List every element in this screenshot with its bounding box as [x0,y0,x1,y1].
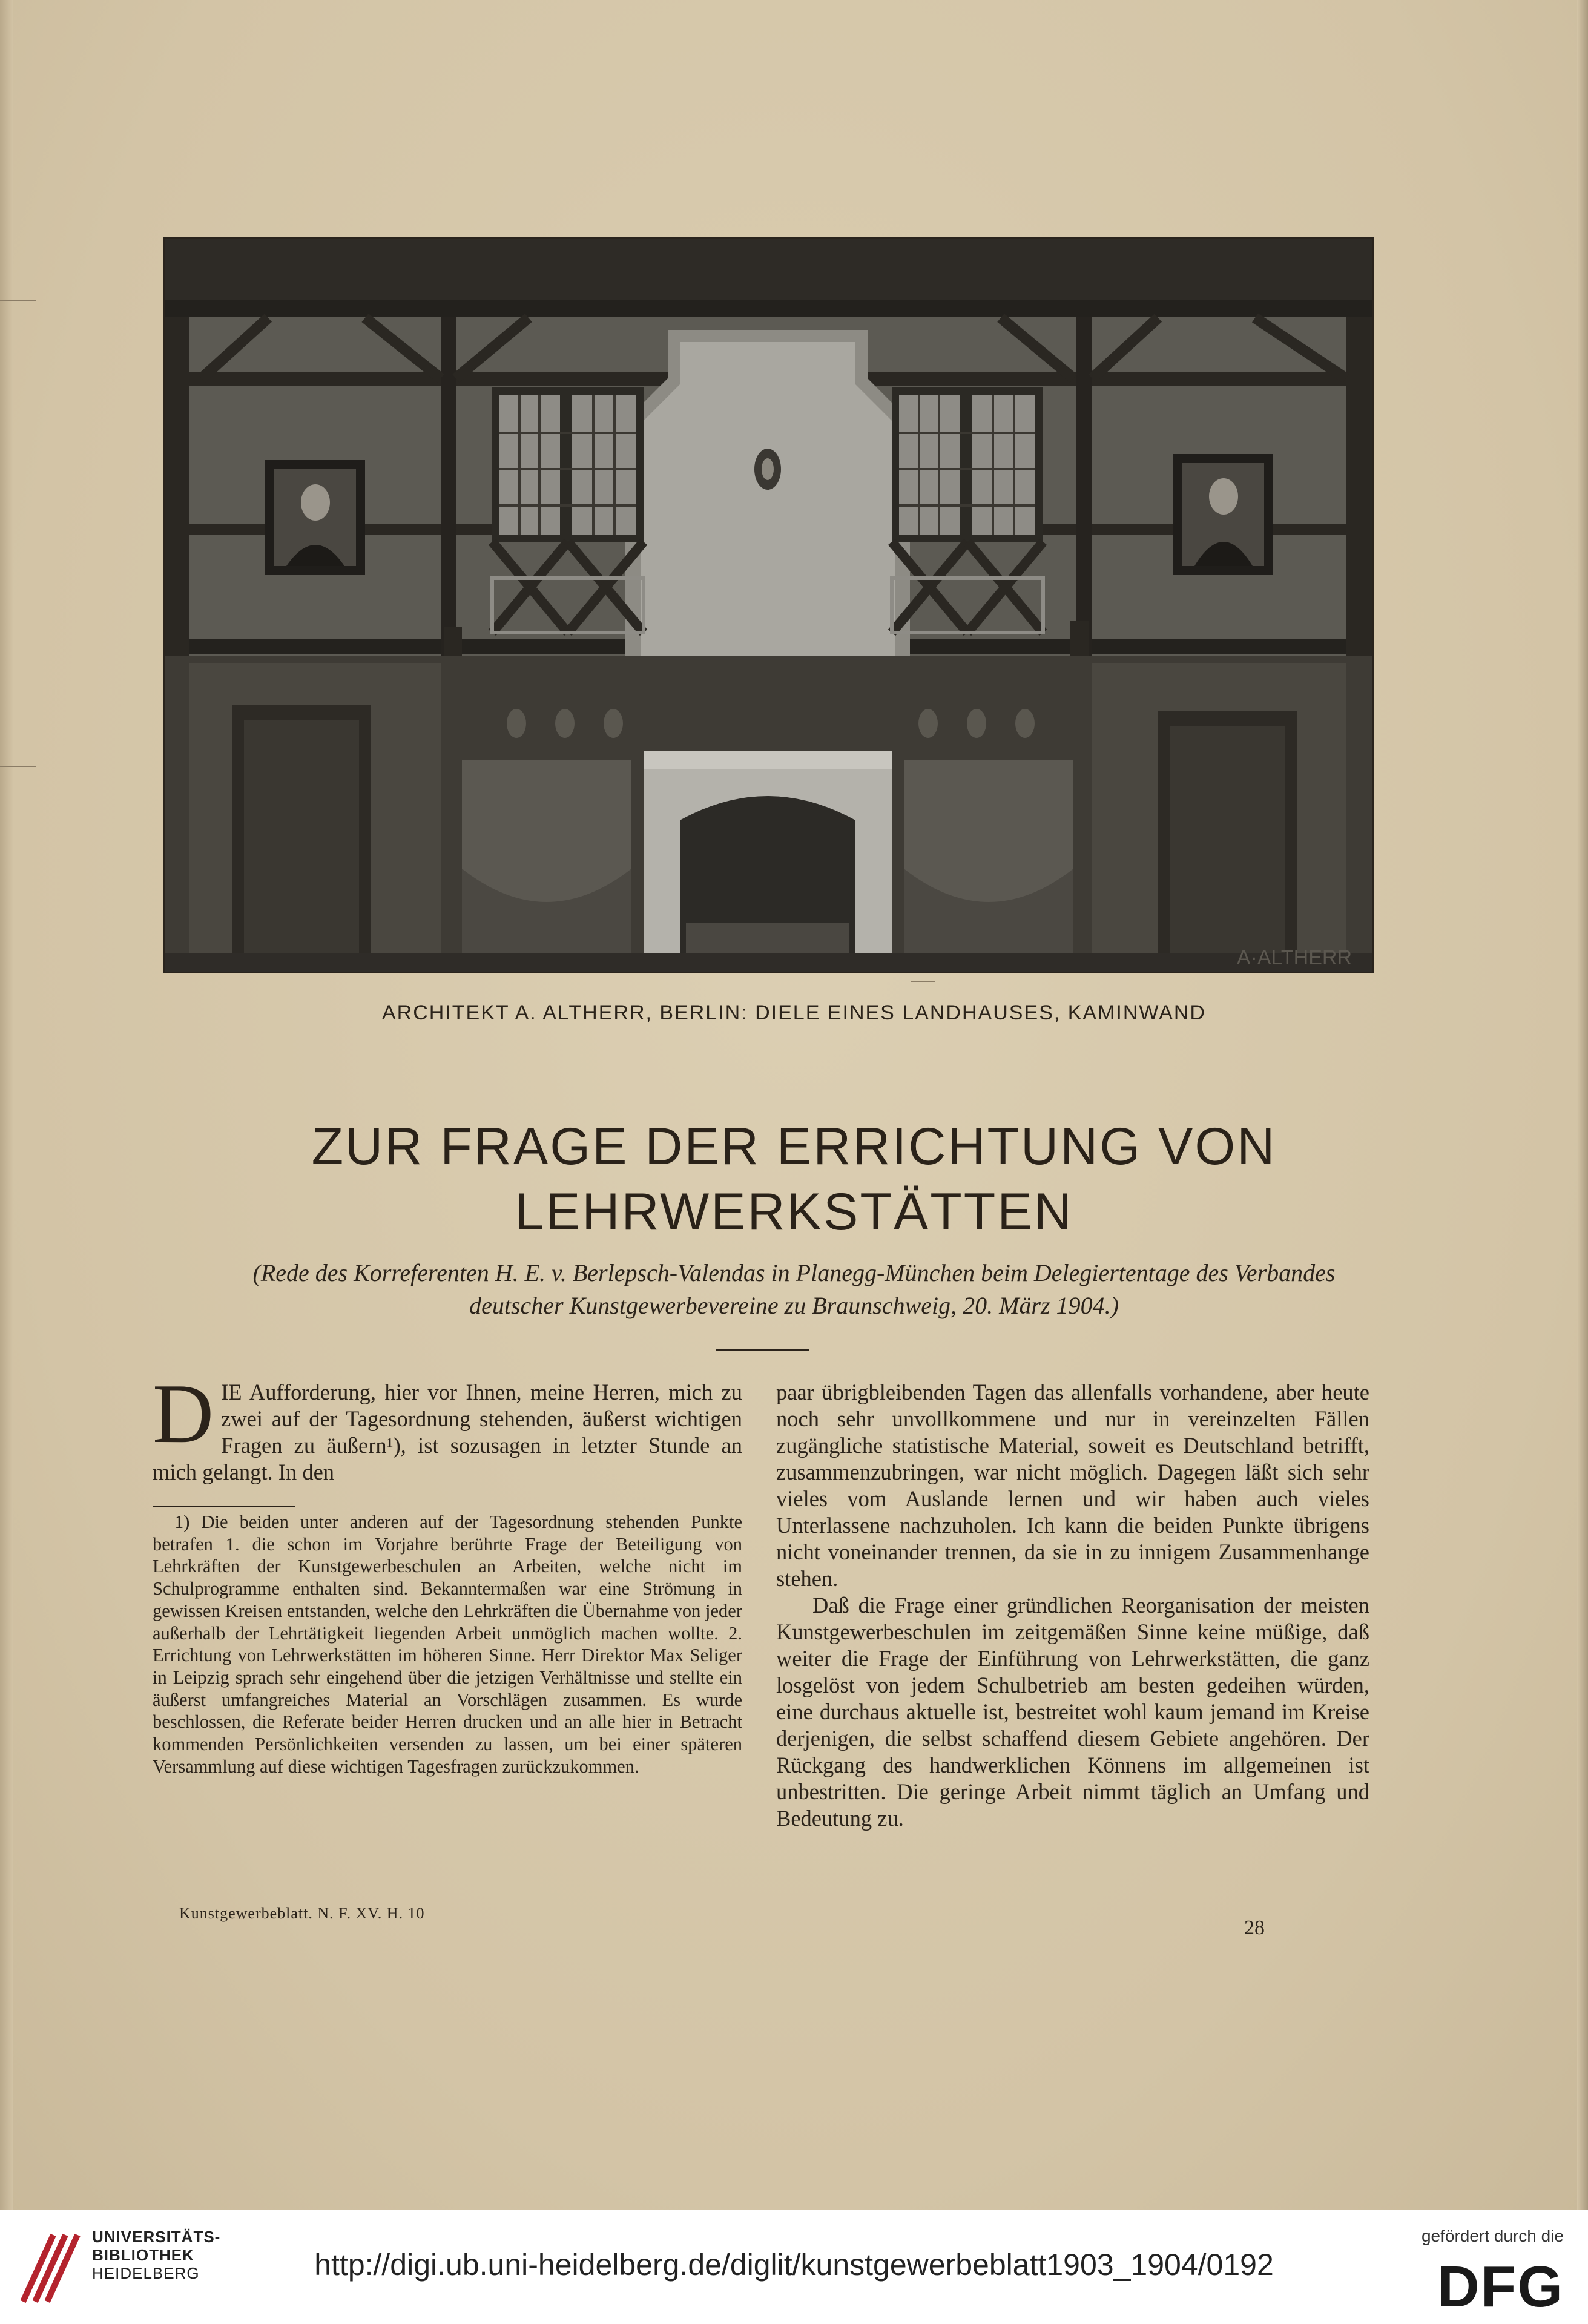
page-edge-right [1577,0,1588,2210]
right-window [892,387,1043,542]
page-edge-left [0,0,13,2210]
library-name-line1: UNIVERSITÄTS- [92,2228,221,2246]
left-window [492,387,644,542]
journal-signature: Kunstgewerbeblatt. N. F. XV. H. 10 [179,1904,425,1922]
portrait-right [1173,454,1273,575]
right-column [776,1379,1369,1832]
fireplace [644,751,892,972]
paragraph: paar übrigbleibenden Tagen das allenfalls vorhandene, aber heute noch sehr unvollkommene und nur in vereinzelten Fällen zugängliche statistische Material, soweit es Deutschland betrifft, zusammenzubringen, war nicht möglich. Dagegen läßt sich sehr vieles vom Auslande lernen und wir haben auch vieles Unterlassene nachzuholen. Ich kann die beiden Punkte übrigens nicht voneinander trennen, da sie in zu innigem Zusammenhange stehen. [776,1380,1369,1591]
article-title-line2: LEHRWERKSTÄTTEN [515,1183,1073,1241]
scan-mark [0,766,36,767]
footnote-text: 1) Die beiden unter anderen auf der Tagesordnung stehenden Punkte betrafen 1. die schon im Vorjahre berührte Frage der Beteiligung von Lehrkräften der Kunstgewerbeschulen an Arbeiten, welche nicht im Schulprogramme enthalten sind. Bekanntermaßen war eine Strömung in gewissen Kreisen entstanden, welche den Lehrkräften die Übernahme von jeder außerhalb der Lehrtätigkeit liegenden Arbeit unmöglich machen wollte. 2. Errichtung von Lehrwerkstätten im höheren Sinne. Herr Direktor Max Seliger in Leipzig sprach sehr eingehend über die jetzigen Verhältnisse und stellte ein äußerst umfangreiches Material an Vorschlägen zusammen. Es wurde beschlossen, die Referate beider Herren drucken und an alle hier in Betracht kommenden Persönlichkeiten versenden zu lassen, um bei einer späteren Versammlung auf diese wichtigen Tagesfragen zurückzukommen. [153,1512,742,1777]
article-subtitle-line1: (Rede des Korreferenten H. E. v. Berlepsch-Valendas in Planegg-München beim Delegiertentage des Verbandes [252,1259,1336,1286]
figure-caption: ARCHITEKT A. ALTHERR, BERLIN: DIELE EINES LANDHAUSES, KAMINWAND [382,1001,1206,1024]
library-name-line2: BIBLIOTHEK [92,2246,194,2264]
portrait-left [265,460,365,575]
article-title-line1: ZUR FRAGE DER ERRICHTUNG VON [311,1118,1277,1176]
plate-signature: A·ALTHERR [1236,946,1352,969]
opening-text: IE Aufforderung, hier vor Ihnen, meine Herren, mich zu zwei auf der Tagesordnung stehenden, äußerst wichtigen Fragen zu äußern¹), ist sozusagen in letzter Stunde an mich gelangt. In den [153,1380,742,1484]
page-number: 28 [1244,1917,1265,1939]
footnote-rule [153,1506,295,1507]
dfg-logo: DFG [1437,2254,1564,2319]
funding-label: gefördert durch die [1421,2227,1564,2245]
hall-fireplace-illustration [165,239,1372,972]
title-divider [716,1349,809,1351]
drop-cap: D [153,1367,214,1461]
illustration-plate [163,237,1374,973]
scan-mark [0,300,36,301]
library-name-line3: HEIDELBERG [92,2264,200,2282]
scan-mark [911,981,935,982]
source-url-link[interactable]: http://digi.ub.uni-heidelberg.de/diglit/kunstgewerbeblatt1903_1904/0192 [314,2248,1274,2282]
paragraph: Daß die Frage einer gründlichen Reorganisation der meisten Kunstgewerbeschulen im zeitgemäßen Sinne keine müßige, daß weiter die Frage der Einführung von Lehrwerkstätten, die ganz losgelöst von jedem Schulbetrieb am besten gedeihen würden, eine durchaus aktuelle ist, bestreitet wohl kaum jemand im Kreise derjenigen, die selbst schaffend diesem Gebiete angehören. Der Rückgang des handwerklichen Könnens im allgemeinen ist unbestritten. Die geringe Arbeit nimmt täglich an Umfang und Bedeutung zu. [776,1593,1369,1831]
opening-paragraph [153,1367,742,1486]
footnote [153,1511,742,1777]
article-subtitle-line2: deutscher Kunstgewerbevereine zu Braunschweig, 20. März 1904.) [469,1292,1119,1319]
digitization-footer [0,2210,1588,2324]
left-column [153,1367,742,1486]
